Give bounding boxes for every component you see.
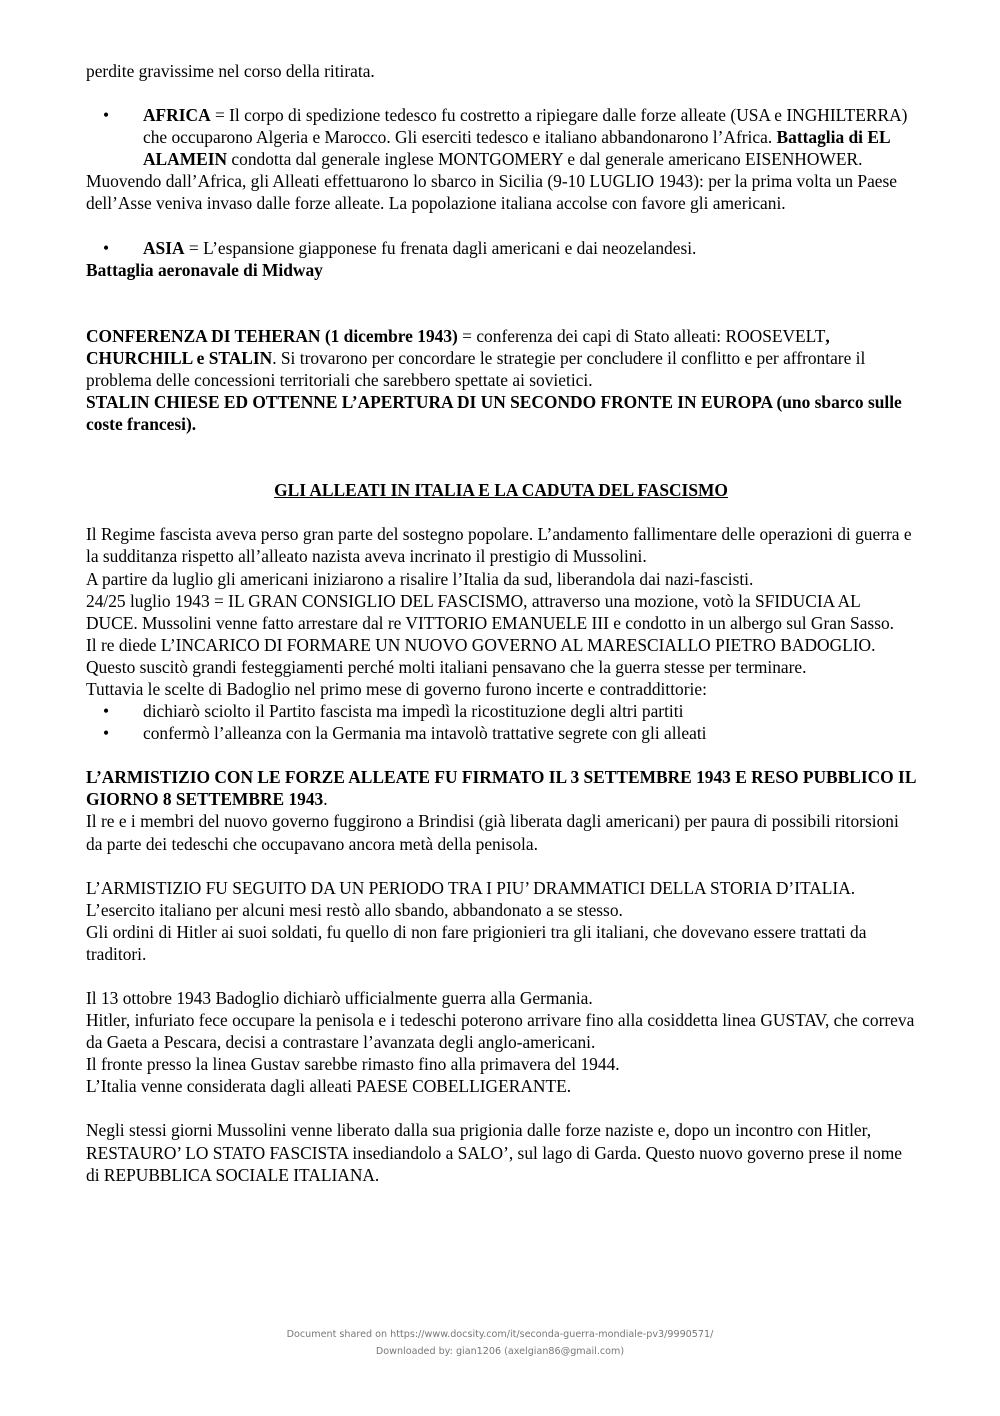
bullet-marker: • [103, 723, 110, 744]
bullet-asia [86, 237, 916, 259]
teheran-title: CONFERENZA DI TEHERAN (1 dicembre 1943) [86, 325, 458, 346]
footer-shared-link: Document shared on https://www.docsity.com/it/seconda-guerra-mondiale-pv3/9990571/ [286, 1329, 714, 1340]
teheran-leaders: CHURCHILL e STALIN [86, 347, 273, 368]
october-paragraph-3: Il fronte presso la linea Gustav sarebbe rimasto fino alla primavera del 1944. [86, 1054, 620, 1075]
october-paragraph-4: L’Italia venne considerata dagli alleati PAESE COBELLIGERANTE. [86, 1076, 572, 1097]
italy-paragraph-1: Il Regime fascista aveva perso gran parte del sostegno popolare. L’andamento fallimentare delle operazioni di guerra e la sudditanza rispetto all’alleato nazista aveva incrinato il prestigio di Mussolini. [86, 524, 912, 567]
italy-paragraph-3: 24/25 luglio 1943 = IL GRAN CONSIGLIO DEL FASCISMO, attraverso una mozione, votò la SFIDUCIA AL DUCE. Mussolini venne fatto arrestare dal re VITTORIO EMANUELE III e condotto in un albergo sul Gran Sasso. [86, 590, 895, 633]
document-page [86, 60, 916, 1186]
salo-paragraph: Negli stessi giorni Mussolini venne liberato dalla sua prigionia dalle forze naziste e, dopo un incontro con Hitler, RESTAURO’ LO STATO FASCISTA insediandolo a SALO’, sul lago di Garda. Questo nuovo governo prese il nome di REPUBBLICA SOCIALE ITALIANA. [86, 1120, 903, 1185]
brindisi-paragraph: Il re e i membri del nuovo governo fuggirono a Brindisi (già liberata dagli americani) per paura di possibili ritorsioni da parte dei tedeschi che occupavano ancora metà della penisola. [86, 811, 899, 854]
bullet-fascist-party: • dichiarò sciolto il Partito fascista ma impedì la ricostituzione degli altri partiti [86, 700, 916, 722]
el-alamein-battle: Battaglia di EL ALAMEIN [143, 127, 890, 170]
stalin-statement: STALIN CHIESE ED OTTENNE L’APERTURA DI UN SECONDO FRONTE IN EUROPA (uno sbarco sulle coste francesi). [86, 392, 902, 435]
bullet-marker: • [103, 105, 110, 126]
drama-paragraph-2: L’esercito italiano per alcuni mesi restò allo sbando, abbandonato a se stesso. [86, 899, 623, 920]
october-paragraph-2: Hitler, infuriato fece occupare la penisola e i tedeschi poterono arrivare fino alla cosiddetta linea GUSTAV, che correva da Gaeta a Pescara, decisi a contrastare l’avanzata degli anglo-americani. [86, 1010, 915, 1053]
italy-paragraph-2: A partire da luglio gli americani iniziarono a risalire l’Italia da sud, liberandola dai nazi-fascisti. [86, 568, 754, 589]
bullet-marker: • [103, 237, 110, 258]
intro-fragment: perdite gravissime nel corso della ritirata. [86, 61, 375, 81]
africa-label: AFRICA [143, 105, 211, 126]
asia-text: = L’espansione giapponese fu frenata dagli americani e dai neozelandesi. [184, 237, 697, 258]
bullet-marker: • [103, 701, 110, 722]
bullet-germany-alliance: • confermò l’alleanza con la Germania ma intavolò trattative segrete con gli alleati [86, 722, 916, 744]
october-paragraph-1: Il 13 ottobre 1943 Badoglio dichiarò ufficialmente guerra alla Germania. [86, 988, 593, 1008]
asia-label: ASIA [143, 237, 185, 258]
section-title: GLI ALLEATI IN ITALIA E LA CADUTA DEL FASCISMO [274, 480, 728, 501]
armistice-heading: L’ARMISTIZIO CON LE FORZE ALLEATE FU FIRMATO IL 3 SETTEMBRE 1943 E RESO PUBBLICO IL GIORNO 8 SETTEMBRE 1943. [86, 767, 916, 810]
italy-paragraph-5: Questo suscitò grandi festeggiamenti perché molti italiani pensavano che la guerra stesse per terminare. [86, 656, 807, 677]
teheran-paragraph: CONFERENZA DI TEHERAN (1 dicembre 1943) = conferenza dei capi di Stato alleati: ROOSEVELT, CHURCHILL e STALIN. Si trovarono per concordare le strategie per concludere il conflitto e per affrontare il problema delle concessioni territoriali che sarebbero spettate ai sovietici. [86, 325, 866, 390]
italy-paragraph-6: Tuttavia le scelte di Badoglio nel primo mese di governo furono incerte e contraddittorie: [86, 678, 707, 699]
africa-text-2: condotta dal generale inglese MONTGOMERY e dal generale americano EISENHOWER. [227, 149, 863, 170]
bullet-africa [86, 104, 916, 170]
footer-downloaded-by: Downloaded by: gian1206 (axelgian86@gmail.com) [375, 1346, 625, 1357]
drama-paragraph-3: Gli ordini di Hitler ai suoi soldati, fu quello di non fare prigionieri tra gli italiani, che dovevano essere trattati da traditori. [86, 921, 867, 964]
midway-heading: Battaglia aeronavale di Midway [86, 259, 323, 280]
italy-paragraph-4: Il re diede L’INCARICO DI FORMARE UN NUOVO GOVERNO AL MARESCIALLO PIETRO BADOGLIO. [86, 634, 876, 655]
africa-text-1: = Il corpo di spedizione tedesco fu costretto a ripiegare dalle forze alleate (USA e INGHILTERRA) che occuparono Algeria e Marocco. Gli eserciti tedesco e italiano abbandonarono l’Africa. [143, 105, 908, 148]
drama-paragraph-1: L’ARMISTIZIO FU SEGUITO DA UN PERIODO TRA I PIU’ DRAMMATICI DELLA STORIA D’ITALIA. [86, 877, 856, 898]
sicily-paragraph: Muovendo dall’Africa, gli Alleati effettuarono lo sbarco in Sicilia (9-10 LUGLIO 1943): per la prima volta un Paese dell’Asse veniva invaso dalle forze alleate. La popolazione italiana accolse con favore gli americani. [86, 171, 898, 214]
